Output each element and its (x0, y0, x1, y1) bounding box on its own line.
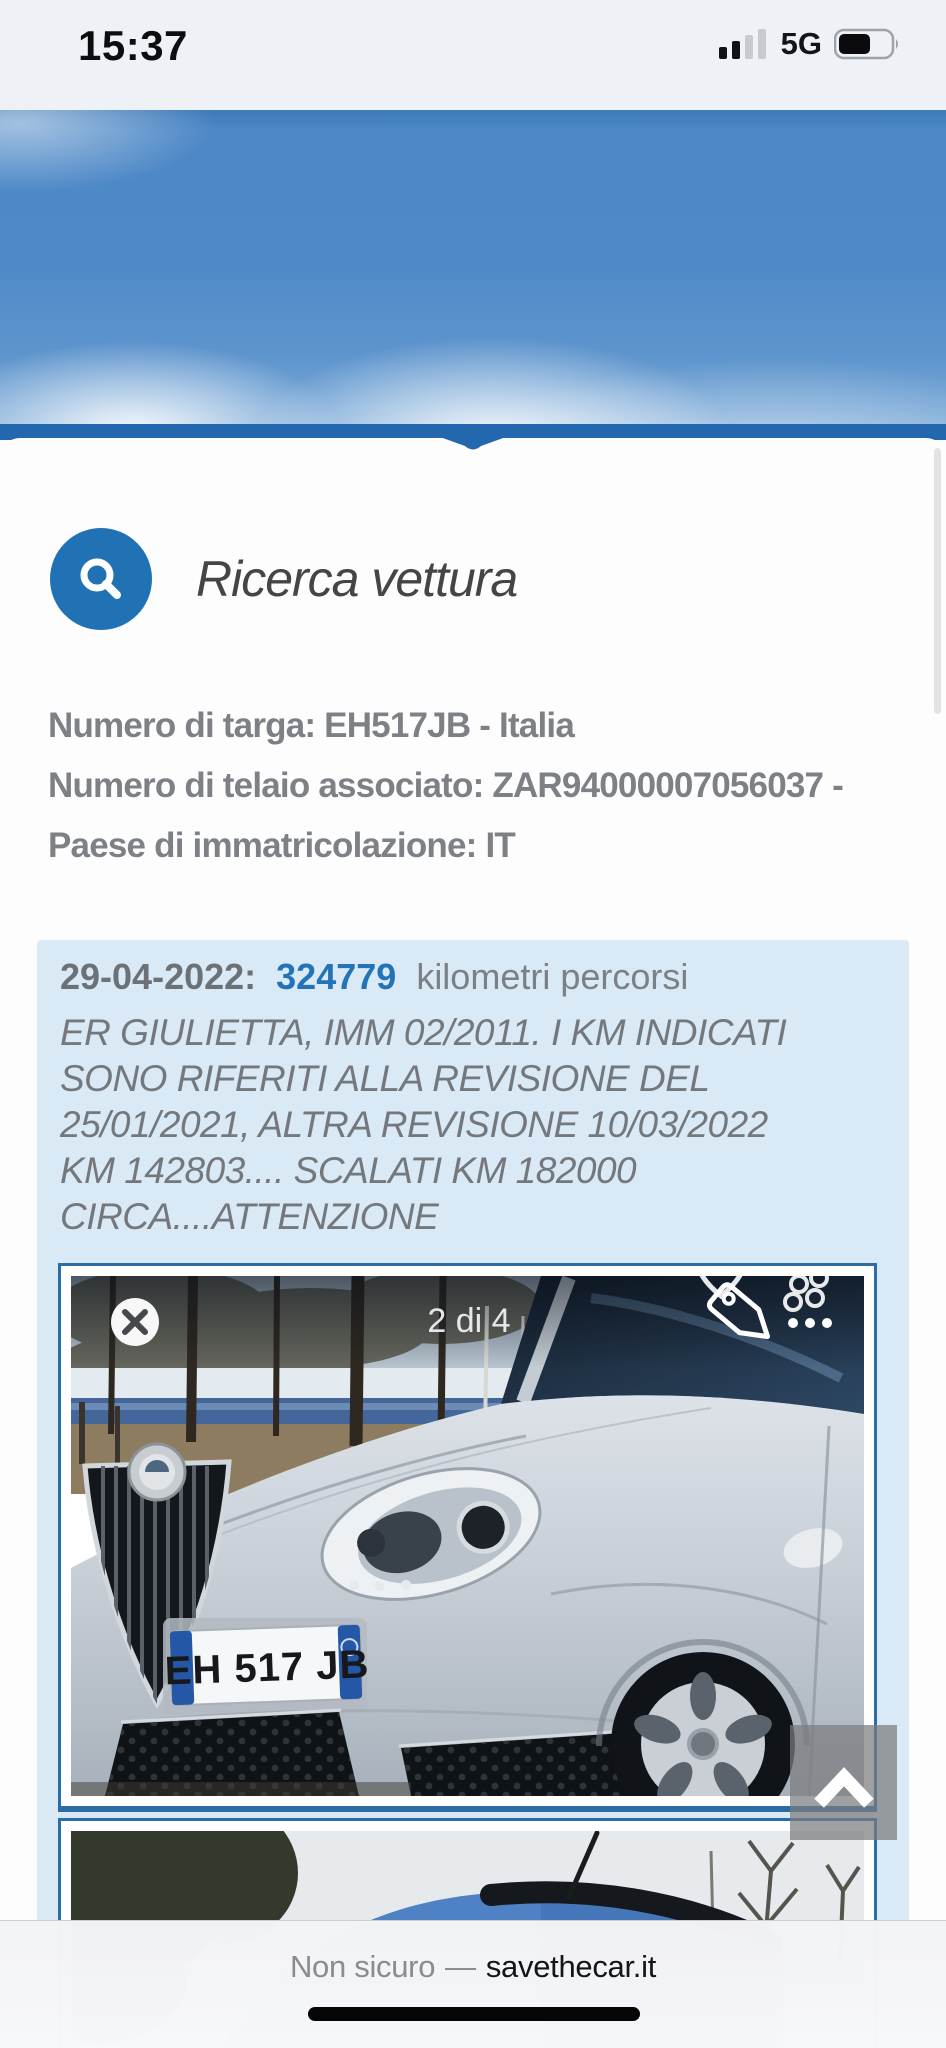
note-line: KM 142803.... SCALATI KM 182000 (60, 1150, 637, 1191)
scroll-top-button[interactable] (790, 1725, 897, 1840)
record-header (60, 956, 688, 998)
network-label: 5G (780, 26, 822, 61)
more-dots-icon (788, 1318, 832, 1328)
home-indicator[interactable] (308, 2007, 640, 2021)
record-km-value: 324779 (276, 956, 397, 997)
status-bar (0, 0, 946, 110)
note-line: CIRCA....ATTENZIONE (60, 1196, 439, 1237)
car-photo-frame-1 (58, 1263, 877, 1812)
site-domain: savethecar.it (485, 1949, 657, 1984)
license-plate (163, 1624, 370, 1705)
car-photo-front (71, 1276, 864, 1796)
plate-info-line: Numero di targa: EH517JB - Italia (48, 706, 574, 745)
record-date: 29-04-2022: (60, 956, 257, 997)
signal-bars-icon (719, 27, 769, 61)
search-badge (50, 528, 152, 630)
note-line: 25/01/2021, ALTRA REVISIONE 10/03/2022 (60, 1104, 768, 1145)
license-plate-text: EH 517 JB (164, 1642, 371, 1694)
vehicle-info (48, 696, 916, 876)
url-button[interactable] (0, 1949, 946, 1985)
record-km-label: kilometri percorsi (416, 956, 689, 997)
record-note (60, 1010, 880, 1240)
note-line: SONO RIFERITI ALLA REVISIONE DEL (60, 1058, 710, 1099)
vin-info-line: Numero di telaio associato: ZAR94000007056037 - (48, 766, 844, 805)
chevron-up-icon (805, 1755, 883, 1811)
battery-icon (834, 28, 902, 60)
close-icon (111, 1298, 159, 1346)
card-notch (440, 437, 506, 453)
hero-sky-image (0, 110, 946, 426)
browser-bar (0, 1920, 946, 2048)
search-icon (75, 553, 127, 605)
status-indicators (719, 26, 902, 62)
history-box (37, 940, 909, 2048)
security-label: Non sicuro (289, 1949, 436, 1984)
photo-counter: 2 di 4 (427, 1302, 511, 1340)
note-line: ER GIULIETTA, IMM 02/2011. I KM INDICATI (60, 1012, 787, 1053)
page-scrollbar[interactable] (934, 448, 941, 714)
country-info-line: Paese di immatricolazione: IT (48, 826, 515, 865)
status-time: 15:37 (78, 22, 188, 69)
page-title: Ricerca vettura (196, 551, 518, 607)
url-separator: — (445, 1949, 476, 1984)
